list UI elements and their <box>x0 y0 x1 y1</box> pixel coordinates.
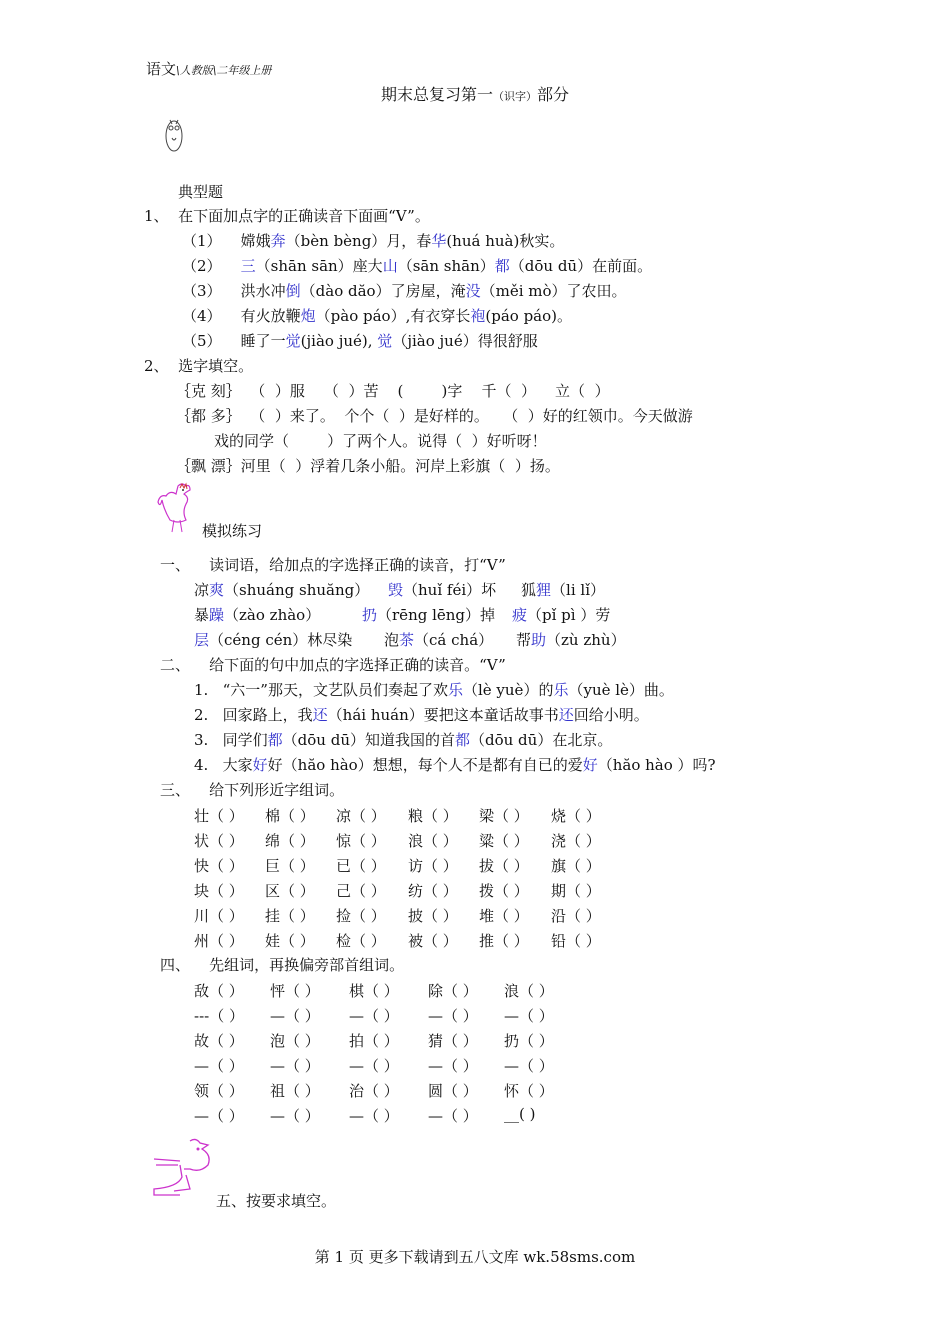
p4-word-cell: 猜（ ） <box>428 1032 478 1050</box>
p4-word-cell: 除（ ） <box>428 982 478 1000</box>
p3-word-cell: 粮（ ） <box>408 807 458 825</box>
p3-word-cell: 检（ ） <box>336 932 386 950</box>
p4-word-cell: —（ ） <box>504 1057 554 1075</box>
q2-text: 选字填空。 <box>178 357 254 375</box>
q1-text: 在下面加点字的正确读音下面画“V”。 <box>178 207 430 225</box>
q1-item-3: （3） 洪水冲倒（dào dăo）了房屋，淹没（měi mò）了农田。 <box>182 282 627 300</box>
p3-word-cell: 被（ ） <box>408 932 458 950</box>
p3-word-cell: 己（ ） <box>336 882 386 900</box>
p4-word-cell: 祖（ ） <box>270 1082 320 1100</box>
p4-word-cell: 怀（ ） <box>504 1082 554 1100</box>
p1-number: 一、 <box>160 556 191 574</box>
p3-word-cell: 烧（ ） <box>551 807 601 825</box>
p4-word-cell: 敌（ ） <box>194 982 244 1000</box>
title-suffix: 部分 <box>537 85 570 104</box>
p4-word-cell: —（ ） <box>428 1007 478 1025</box>
p3-word-cell: 壮（ ） <box>194 807 244 825</box>
p4-word-cell: —（ ） <box>270 1057 320 1075</box>
p3-word-cell: 棉（ ） <box>265 807 315 825</box>
header-path: \人教版\二年级上册 <box>176 64 272 77</box>
section-mock: 模拟练习 <box>202 522 263 540</box>
p3-word-cell: 梁（ ） <box>479 807 529 825</box>
p4-word-cell: —（ ） <box>428 1107 478 1125</box>
p4-word-cell: 治（ ） <box>349 1082 399 1100</box>
q1-heading <box>144 206 430 226</box>
p5-heading: 五、按要求填空。 <box>216 1192 337 1210</box>
p4-word-cell: —（ ） <box>349 1057 399 1075</box>
p4-word-cell: —（ ） <box>428 1057 478 1075</box>
section-typical: 典型题 <box>178 183 224 201</box>
q2-number: 2、 <box>144 357 169 375</box>
q1-item-5: （5） 睡了一觉(jiào jué), 觉（jiào jué）得很舒服 <box>182 332 538 350</box>
p4-word-cell: 圆（ ） <box>428 1082 478 1100</box>
q1-number: 1、 <box>144 207 169 225</box>
p2-text: 给下面的句中加点的字选择正确的读音。“V” <box>209 656 506 674</box>
p1-cell: 疲（pǐ pì ）劳 <box>512 606 611 624</box>
p1-cell: 暴躁（zào zhào） <box>194 606 321 624</box>
p3-word-cell: 粱（ ） <box>479 832 529 850</box>
p2-item-4: 4. 大家好好（hăo hào）想想，每个人不是都有自已的爱好（hăo hào ）吗? <box>194 756 716 774</box>
p4-word-cell: —（ ） <box>270 1107 320 1125</box>
p1-cell: 凉爽（shuáng shuăng） <box>194 581 370 599</box>
p3-word-cell: 州（ ） <box>194 932 244 950</box>
p4-word-cell: —（ ） <box>504 1007 554 1025</box>
p3-word-cell: 挂（ ） <box>265 907 315 925</box>
p3-word-cell: 旗（ ） <box>551 857 601 875</box>
p3-word-cell: 块（ ） <box>194 882 244 900</box>
title-main: 期末总复习第一 <box>380 85 493 104</box>
p2-item-1: 1. “六一”那天，文艺队员们奏起了欢乐（lè yuè）的乐（yuè lè）曲。 <box>194 681 674 699</box>
p3-number: 三、 <box>160 781 191 799</box>
p3-word-cell: 浇（ ） <box>551 832 601 850</box>
p3-word-cell: 推（ ） <box>479 932 529 950</box>
p4-word-cell: —（ ） <box>194 1107 244 1125</box>
p3-word-cell: 状（ ） <box>194 832 244 850</box>
p3-word-cell: 绵（ ） <box>265 832 315 850</box>
p4-word-cell: —（ ） <box>270 1007 320 1025</box>
p4-word-cell: 怦（ ） <box>270 982 320 1000</box>
title-paren: （识字） <box>493 90 537 103</box>
header-breadcrumb <box>146 58 271 79</box>
p1-cell: 狐狸（li lǐ） <box>521 581 605 599</box>
p3-word-cell: 拔（ ） <box>479 857 529 875</box>
header-subject: 语文 <box>146 60 177 78</box>
p3-word-cell: 沿（ ） <box>551 907 601 925</box>
p4-heading <box>160 955 404 975</box>
p2-item-3: 3. 同学们都（dōu dū）知道我国的首都（dōu dū）在北京。 <box>194 731 613 749</box>
q1-item-1: （1） 嫦娥奔（bèn bèng）月，春华(huá huà)秋实。 <box>182 232 565 250</box>
p4-word-cell: —（ ） <box>349 1107 399 1125</box>
p4-word-cell: 浪（ ） <box>504 982 554 1000</box>
p3-heading <box>160 780 344 800</box>
p3-word-cell: 捡（ ） <box>336 907 386 925</box>
owl-sketch-icon <box>163 116 185 156</box>
p2-number: 二、 <box>160 656 191 674</box>
p1-text: 读词语，给加点的字选择正确的读音，打“V” <box>209 556 506 574</box>
p3-word-cell: 川（ ） <box>194 907 244 925</box>
p3-text: 给下列形近字组词。 <box>209 781 345 799</box>
p4-number: 四、 <box>160 956 191 974</box>
p4-word-cell: ---（ ） <box>194 1007 244 1025</box>
p3-word-cell: 区（ ） <box>265 882 315 900</box>
p1-heading <box>160 555 506 575</box>
p3-word-cell: 铅（ ） <box>551 932 601 950</box>
p3-word-cell: 期（ ） <box>551 882 601 900</box>
p3-word-cell: 访（ ） <box>408 857 458 875</box>
p1-cell: 帮助（zù zhù） <box>516 631 626 649</box>
p4-word-cell: __( ) <box>504 1105 536 1123</box>
q2-heading <box>144 356 253 376</box>
p1-cell: 毁（huǐ féi）坏 <box>388 581 497 599</box>
page-title <box>0 82 950 105</box>
p1-cell: 层（céng cén）林尽染 <box>194 631 353 649</box>
rooster-sketch-icon <box>156 480 196 536</box>
q1-item-4: （4） 有火放鞭炮（pào páo）,有衣穿长袍(páo páo)。 <box>182 307 572 325</box>
p4-word-cell: 领（ ） <box>194 1082 244 1100</box>
bird-sketch-icon <box>150 1135 218 1205</box>
p3-word-cell: 凉（ ） <box>336 807 386 825</box>
p4-text: 先组词，再换偏旁部首组词。 <box>209 956 405 974</box>
q1-item-2: （2） 三（shān sān）座大山（sān shān）都（dōu dū）在前面。 <box>182 257 653 275</box>
q2-line-1: ｛克 刻｝ （ ）服 （ ）苦 ( )字 千（ ） 立（ ） <box>176 382 610 400</box>
p4-word-cell: 泡（ ） <box>270 1032 320 1050</box>
p3-word-cell: 堆（ ） <box>479 907 529 925</box>
page-footer: 第 1 页 更多下载请到五八文库 wk.58sms.com <box>314 1248 636 1266</box>
p3-word-cell: 拨（ ） <box>479 882 529 900</box>
q2-line-2: ｛都 多｝ （ ）来了。 个个（ ）是好样的。 （ ）好的红领巾。今天做游 <box>176 407 693 425</box>
p4-word-cell: —（ ） <box>194 1057 244 1075</box>
p4-word-cell: 棋（ ） <box>349 982 399 1000</box>
p1-cell: 泡茶（cá chá） <box>384 631 494 649</box>
p4-word-cell: —（ ） <box>349 1007 399 1025</box>
p3-word-cell: 披（ ） <box>408 907 458 925</box>
p4-word-cell: 扔（ ） <box>504 1032 554 1050</box>
p3-word-cell: 纺（ ） <box>408 882 458 900</box>
p3-word-cell: 快（ ） <box>194 857 244 875</box>
p3-word-cell: 娃（ ） <box>265 932 315 950</box>
p3-word-cell: 巨（ ） <box>265 857 315 875</box>
p4-word-cell: 故（ ） <box>194 1032 244 1050</box>
q2-line-4: ｛飘 漂｝河里（ ）浮着几条小船。河岸上彩旗（ ）扬。 <box>176 457 560 475</box>
p3-word-cell: 浪（ ） <box>408 832 458 850</box>
p2-item-2: 2. 回家路上，我还（hái huán）要把这本童话故事书还回给小明。 <box>194 706 649 724</box>
p1-cell: 扔（rēng lēng）掉 <box>362 606 496 624</box>
p2-heading <box>160 655 506 675</box>
p3-word-cell: 惊（ ） <box>336 832 386 850</box>
p3-word-cell: 已（ ） <box>336 857 386 875</box>
p4-word-cell: 拍（ ） <box>349 1032 399 1050</box>
q2-line-3: 戏的同学（ ）了两个人。说得（ ）好听呀！ <box>214 432 547 450</box>
